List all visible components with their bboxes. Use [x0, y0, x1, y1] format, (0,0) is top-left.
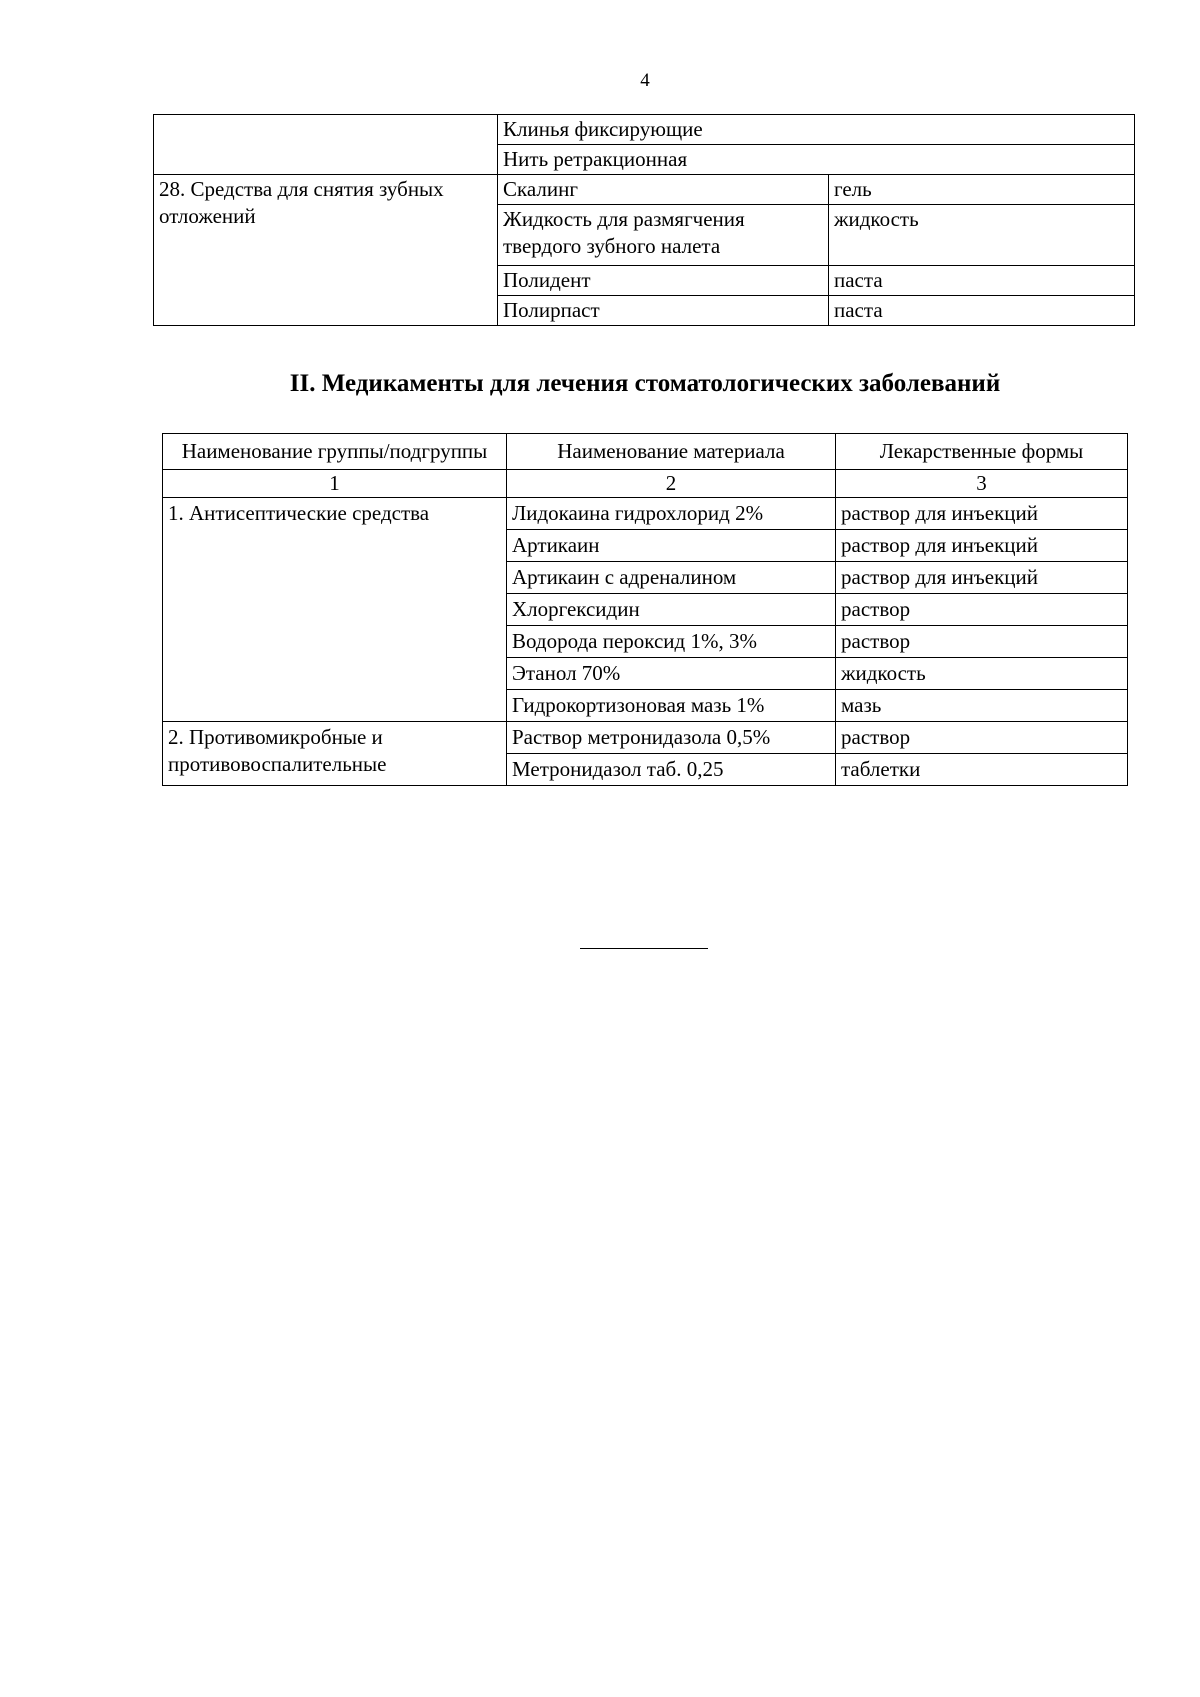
form-cell: паста: [829, 266, 1135, 296]
material-cell: Клинья фиксирующие: [498, 115, 1135, 145]
material-cell: Полирпаст: [498, 296, 829, 326]
material-cell: Этанол 70%: [507, 658, 836, 690]
material-cell: Раствор метронидазола 0,5%: [507, 722, 836, 754]
header-row: [163, 434, 1128, 470]
form-cell: раствор для инъекций: [836, 530, 1128, 562]
form-cell: раствор для инъекций: [836, 562, 1128, 594]
column-header-group: Наименование группы/подгруппы: [163, 434, 507, 470]
material-cell: Артикаин с адреналином: [507, 562, 836, 594]
end-of-document-rule: [580, 948, 708, 949]
material-cell: Лидокаина гидрохлорид 2%: [507, 498, 836, 530]
group-cell: 2. Противомикробные и противовоспалительные: [163, 722, 507, 786]
material-cell: Гидрокортизоновая мазь 1%: [507, 690, 836, 722]
material-cell: Скалинг: [498, 175, 829, 205]
column-number: 2: [507, 470, 836, 498]
form-cell: раствор: [836, 626, 1128, 658]
material-cell: Метронидазол таб. 0,25: [507, 754, 836, 786]
form-cell: гель: [829, 175, 1135, 205]
material-cell: Жидкость для размягчения твердого зубного налета: [498, 205, 829, 266]
form-cell: таблетки: [836, 754, 1128, 786]
column-header-material: Наименование материала: [507, 434, 836, 470]
material-cell: Хлоргексидин: [507, 594, 836, 626]
form-cell: раствор для инъекций: [836, 498, 1128, 530]
material-cell: Артикаин: [507, 530, 836, 562]
column-header-form: Лекарственные формы: [836, 434, 1128, 470]
column-number: 3: [836, 470, 1128, 498]
form-cell: раствор: [836, 722, 1128, 754]
column-number: 1: [163, 470, 507, 498]
table-row: [154, 115, 1135, 145]
material-cell: Полидент: [498, 266, 829, 296]
form-cell: жидкость: [836, 658, 1128, 690]
continued-table: [153, 114, 1135, 326]
form-cell: раствор: [836, 594, 1128, 626]
column-number-row: [163, 470, 1128, 498]
material-cell: Нить ретракционная: [498, 145, 1135, 175]
material-cell: Водорода пероксид 1%, 3%: [507, 626, 836, 658]
page-number: 4: [640, 70, 650, 91]
section-title: II. Медикаменты для лечения стоматологических заболеваний: [289, 370, 1001, 397]
form-cell: жидкость: [829, 205, 1135, 266]
table-row: [163, 722, 1128, 754]
empty-group-cell: [154, 115, 498, 175]
group-cell: 1. Антисептические средства: [163, 498, 507, 722]
table-row: [163, 498, 1128, 530]
table-row: [154, 175, 1135, 205]
form-cell: мазь: [836, 690, 1128, 722]
medicines-table: [162, 433, 1128, 786]
group-cell: 28. Средства для снятия зубных отложений: [154, 175, 498, 326]
form-cell: паста: [829, 296, 1135, 326]
